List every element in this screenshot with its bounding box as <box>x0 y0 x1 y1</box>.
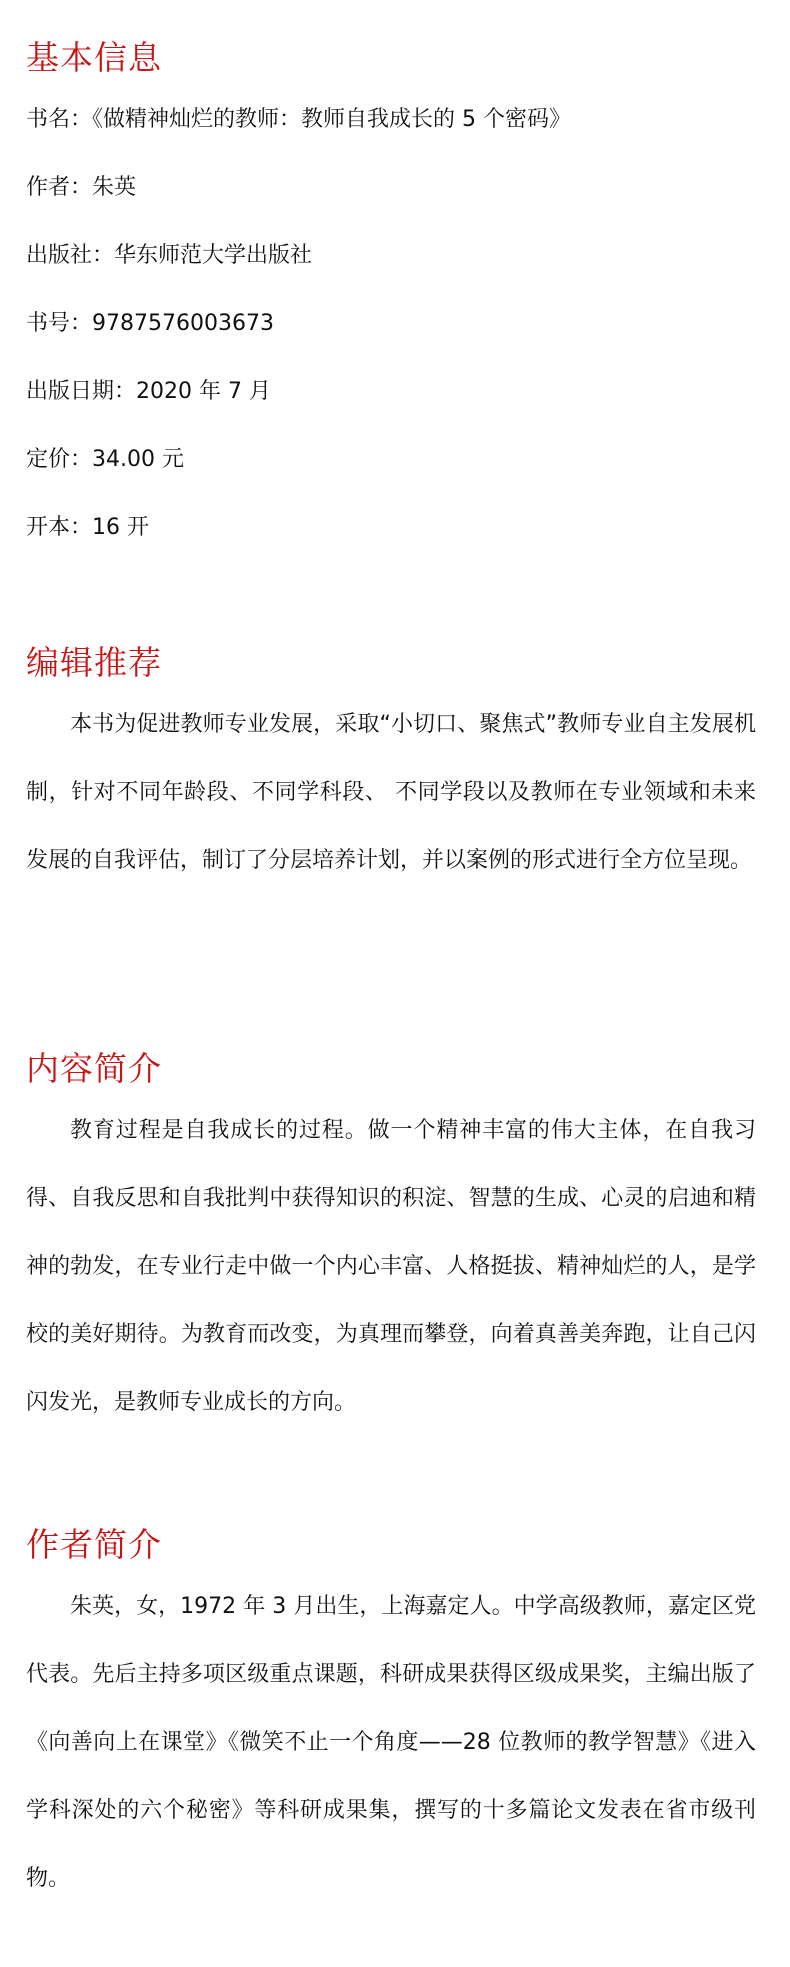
basic-info-section <box>26 38 756 562</box>
info-value: 2020 年 7 月 <box>136 379 271 404</box>
author-intro-title: 作者简介 <box>26 1525 162 1564</box>
editor-recommend-title: 编辑推荐 <box>26 643 162 682</box>
author-intro-text: 朱英，女，1972 年 3 月出生，上海嘉定人。中学高级教师，嘉定区党代表。先后主持多项区级重点课题，科研成果获得区级成果奖，主编出版了《向善向上在课堂》《微笑不止一个角度——28 位教师的教学智慧》《进入学科深处的六个秘密》等科研成果集，撰写的十多篇论文发表在省市级刊物。 <box>26 1594 756 1891</box>
content-intro-section <box>26 1049 756 1437</box>
editor-recommend-text: 本书为促进教师专业发展，采取“小切口、聚焦式”教师专业自主发展机制，针对不同年龄段、不同学科段、 不同学段以及教师在专业领域和未来发展的自我评估，制订了分层培养计划，并以案例的形式进行全方位呈现。 <box>26 712 756 873</box>
info-value: 16 开 <box>92 515 150 540</box>
content-intro-text: 教育过程是自我成长的过程。做一个精神丰富的伟大主体，在自我习得、自我反思和自我批判中获得知识的积淀、智慧的生成、心灵的启迪和精神的勃发，在专业行走中做一个内心丰富、人格挺拔、精神灿烂的人，是学校的美好期待。为教育而改变，为真理而攀登，向着真善美奔跑，让自己闪闪发光，是教师专业成长的方向。 <box>26 1118 756 1415</box>
basic-info-list <box>26 86 756 562</box>
info-line-publisher <box>26 222 756 290</box>
info-line-isbn <box>26 290 756 358</box>
info-line-author <box>26 154 756 222</box>
info-value: 朱英 <box>92 175 137 200</box>
info-label: 出版社： <box>26 243 115 268</box>
info-label: 书号： <box>26 311 93 336</box>
info-value: 34.00 元 <box>92 447 184 472</box>
info-label: 开本： <box>26 515 93 540</box>
info-value: 华东师范大学出版社 <box>114 243 313 268</box>
info-label: 作者： <box>26 175 93 200</box>
info-line-format <box>26 494 756 562</box>
info-value: 《做精神灿烂的教师：教师自我成长的 5 个密码》 <box>92 107 572 132</box>
info-line-book-name <box>26 86 756 154</box>
info-label: 书名： <box>26 107 93 132</box>
info-line-price <box>26 426 756 494</box>
basic-info-title: 基本信息 <box>26 38 162 77</box>
info-line-publish-date <box>26 358 756 426</box>
info-label: 出版日期： <box>26 379 137 404</box>
info-label: 定价： <box>26 447 93 472</box>
content-intro-title: 内容简介 <box>26 1049 162 1088</box>
author-intro-section <box>26 1525 756 1913</box>
editor-recommend-section <box>26 643 756 895</box>
info-value: 9787576003673 <box>92 311 274 336</box>
